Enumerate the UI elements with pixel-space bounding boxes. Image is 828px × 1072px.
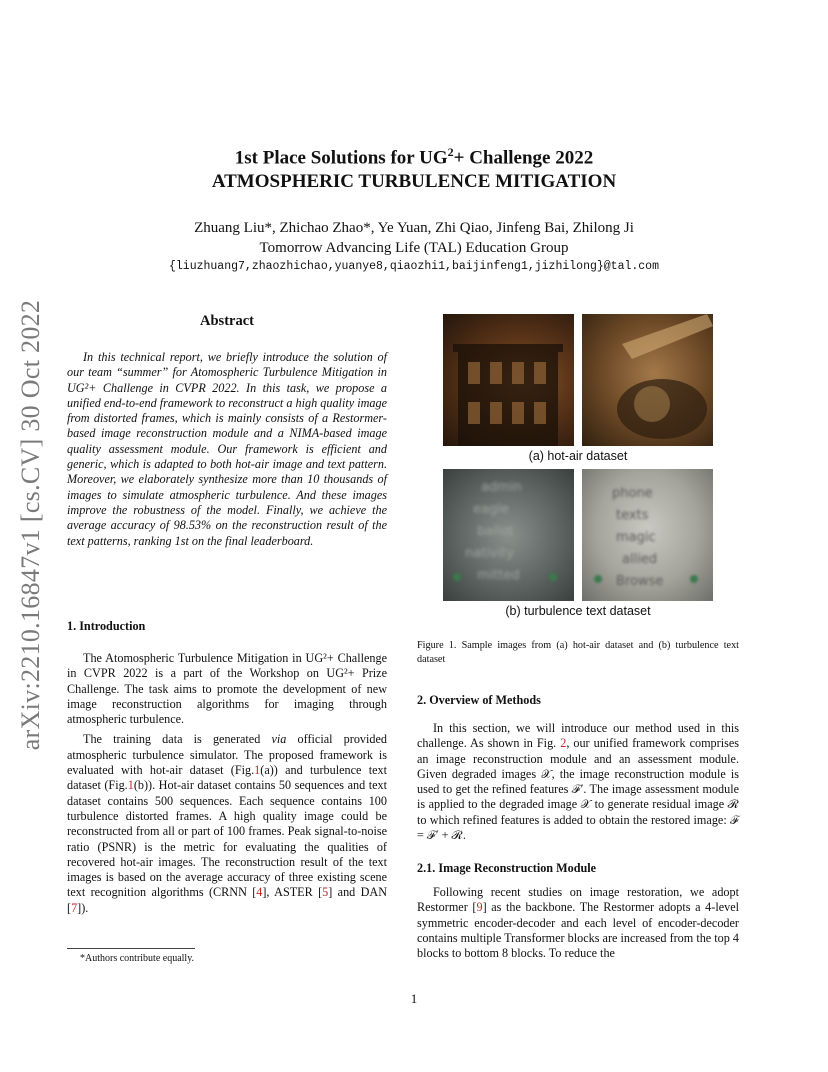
hot-air-image-1 bbox=[443, 314, 574, 446]
intro-heading: 1. Introduction bbox=[67, 619, 146, 633]
irm-paragraph: Following recent studies on image restoration, we adopt Restormer [9] as the backbone. The Restormer adopts a 4-level symmetric encoder-decoder and each level of encoder-decoder contains multiple Transformer blocks are increased from the top 4 blocks to bottom 8 blocks. To reduce the bbox=[417, 885, 740, 961]
text-word: admin bbox=[481, 480, 522, 495]
text-word: ballot bbox=[477, 524, 514, 539]
blurred-text-2 bbox=[582, 469, 713, 601]
title-line1-b: + Challenge 2022 bbox=[453, 147, 594, 169]
text-word: texts bbox=[616, 508, 649, 523]
abstract-body bbox=[67, 350, 387, 549]
affiliation: Tomorrow Advancing Life (TAL) Education Group bbox=[259, 240, 569, 256]
abstract-text: In this technical report, we briefly introduce the solution of our team “summer” for Atomospheric Turbulence Mitigation in UG²+ Challenge in CVPR 2022. In this task, we propose a unified end-to-end framework to reconstruct a high quality image from distorted frames, which is mainly consists of a Restormer-based image reconstruction module and a NIMA-based image quality assessment module. Our framework is efficient and generic, which is adapted to both hot-air image and text pattern. Moreover, we elaborately synthesize more than 10 thousands of images to simulate atmospheric turbulence. And these images improve the robustness of the model. Finally, we achieve the average accuracy of 98.53% on the reconstruction result of the text patterns, ranking 1st on the final leaderboard. bbox=[67, 350, 387, 548]
intro-body bbox=[67, 651, 387, 916]
fig2-link[interactable]: 2 bbox=[560, 736, 567, 751]
text-word: magic bbox=[616, 530, 656, 545]
text-image-1 bbox=[443, 469, 574, 601]
overview-paragraph: In this section, we will introduce our method used in this challenge. As shown in Fig. 2, our unified framework comprises an image reconstruction module and an assessment module. Given degraded images 𝒳, the image reconstruction module is used to get the refined features ℱ′. The image assessment module is applied to the degraded image 𝒳 to generate residual image ℛ to which refined features is added to obtain the restored image: ℱ = ℱ′ + ℛ. bbox=[417, 721, 739, 843]
irm-body bbox=[417, 885, 739, 961]
arxiv-stamp[interactable]: arXiv:2210.16847v1 [cs.CV] 30 Oct 2022 bbox=[16, 299, 45, 751]
text-word: mitted bbox=[477, 568, 520, 583]
title-line1-a: 1st Place Solutions for UG bbox=[234, 147, 448, 169]
text-word: phone bbox=[612, 486, 653, 501]
title-sup: 2 bbox=[447, 145, 454, 159]
authors-block bbox=[0, 218, 828, 258]
intro-paragraph-2: The training data is generated via official provided atmospheric turbulence simulator. The proposed framework is evaluated with hot-air dataset (Fig.1(a)) and turbulence text dataset (Fig.1(b)). Hot-air dataset contains 50 sequences and text dataset contains 500 sequences. Each sequence contains 100 turbulence distorted frames. A high quality image could be reconstructed from all or part of 100 frames. Peak signal-to-noise ratio (PSNR) is the metric for evaluating the qualities of recovered hot-air images. The reconstruction result of the text images is based on the average accuracy of three existing scene text recognition algorithms (CRNN [4], ASTER [5] and DAN [7]). bbox=[67, 732, 388, 915]
irm-heading: 2.1. Image Reconstruction Module bbox=[417, 861, 597, 875]
ref9-link[interactable]: 9 bbox=[476, 900, 483, 915]
fig1a-link[interactable]: 1 bbox=[254, 763, 261, 778]
text-word: eagle bbox=[473, 502, 509, 517]
building-silhouette bbox=[443, 314, 574, 446]
ref4-link[interactable]: 4 bbox=[256, 885, 263, 900]
figure-caption: Figure 1. Sample images from (a) hot-air dataset and (b) turbulence text dataset bbox=[417, 640, 739, 665]
fig1b-link[interactable]: 1 bbox=[127, 778, 134, 793]
blurred-text-1 bbox=[443, 469, 574, 601]
ref5-link[interactable]: 5 bbox=[322, 885, 329, 900]
title-line2: ATMOSPHERIC TURBULENCE MITIGATION bbox=[211, 171, 617, 193]
text-word: Browse bbox=[616, 574, 664, 589]
author-emails: {liuzhuang7,zhaozhichao,yuanye8,qiaozhi1,baijinfeng1,jizhilong}@tal.com bbox=[169, 260, 659, 273]
paper-title bbox=[0, 140, 828, 194]
arxiv-stamp-container bbox=[8, 290, 54, 760]
abstract-heading: Abstract bbox=[200, 313, 254, 329]
page-number: 1 bbox=[410, 991, 418, 1006]
footnote-rule bbox=[67, 948, 195, 949]
machinery-silhouette bbox=[582, 314, 713, 446]
text-image-2 bbox=[582, 469, 713, 601]
figure-1 bbox=[443, 314, 713, 624]
hot-air-image-2 bbox=[582, 314, 713, 446]
hot-air-row bbox=[443, 314, 713, 446]
text-word: nativity bbox=[465, 546, 515, 561]
ref7-link[interactable]: 7 bbox=[71, 900, 78, 915]
text-row bbox=[443, 469, 713, 601]
intro-paragraph-1: The Atomospheric Turbulence Mitigation in UG²+ Challenge in CVPR 2022 is a part of the Workshop on UG²+ Prize Challenge. The task aims to promote the development of new image reconstruction algorithms for imaging through atmospheric turbulence. bbox=[67, 651, 387, 727]
text-word: allied bbox=[622, 552, 658, 567]
overview-body bbox=[417, 721, 739, 843]
overview-heading: 2. Overview of Methods bbox=[417, 693, 541, 707]
footnote: *Authors contribute equally. bbox=[80, 953, 195, 964]
caption-b: (b) turbulence text dataset bbox=[505, 604, 651, 618]
caption-a: (a) hot-air dataset bbox=[528, 449, 628, 463]
author-names: Zhuang Liu*, Zhichao Zhao*, Ye Yuan, Zhi Qiao, Jinfeng Bai, Zhilong Ji bbox=[194, 220, 634, 236]
